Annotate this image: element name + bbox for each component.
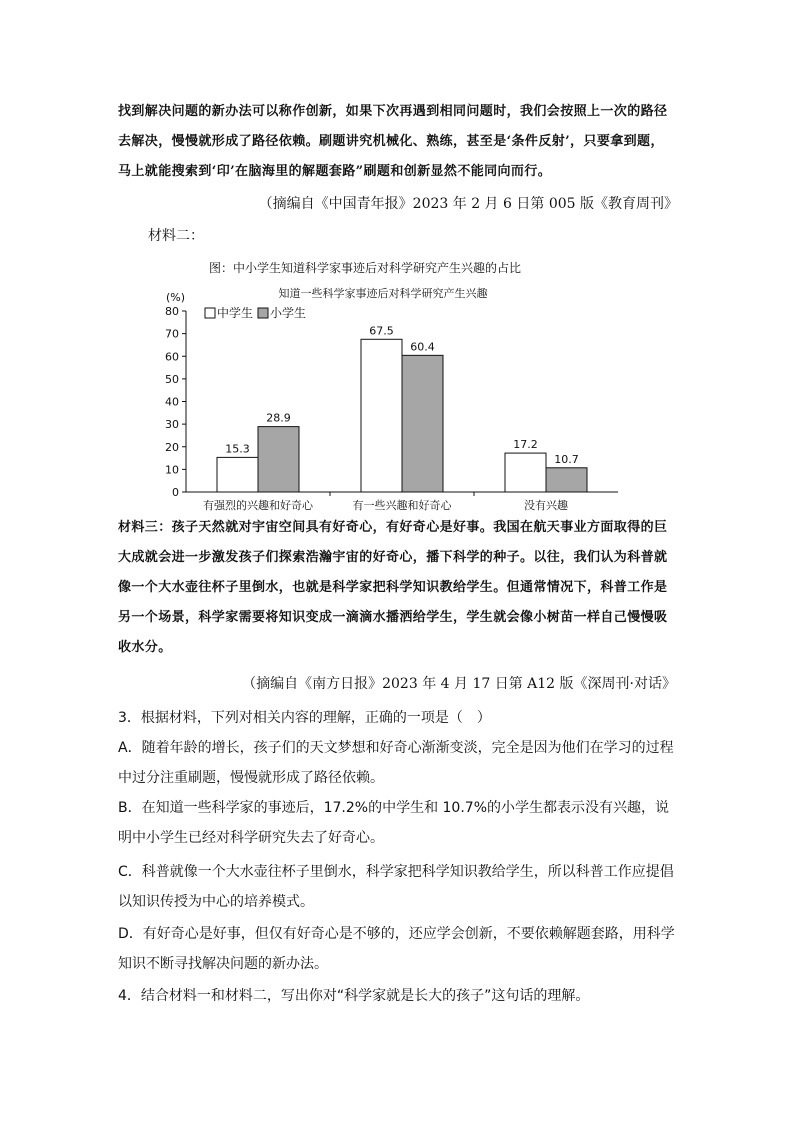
y-tick-label: 60 <box>165 350 179 364</box>
question3-option-d: D．有好奇心是好事，但仅有好奇心是不够的，还应学会创新，不要依赖解题套路，用科学知识不断寻找解决问题的新办法。 <box>118 926 675 972</box>
bar <box>505 453 546 492</box>
bar-value-label: 15.3 <box>225 442 250 456</box>
bar-value-label: 67.5 <box>369 324 394 338</box>
material1-source: （摘编自《中国青年报》2023 年 2 月 6 日第 005 版《教育周刊》 <box>258 196 678 212</box>
question3-option-c: C．科普就像一个大水壶往杯子里倒水，科学家把科学知识教给学生，所以科普工作应提倡以知识传授为中心的培养模式。 <box>118 864 674 910</box>
y-tick-label: 20 <box>165 440 179 454</box>
x-category-label: 有强烈的兴趣和好奇心 <box>203 499 313 512</box>
bar <box>361 339 402 492</box>
question4-stem: 4．结合材料一和材料二，写出你对“科学家就是长大的孩子”这句话的理解。 <box>118 988 590 1004</box>
bar <box>217 457 258 492</box>
y-tick-label: 80 <box>165 305 179 318</box>
y-tick-label: 70 <box>165 327 179 341</box>
bar <box>546 468 587 492</box>
y-tick-label: 50 <box>165 372 179 386</box>
bar <box>402 355 443 492</box>
bar <box>258 427 299 492</box>
y-tick-label: 30 <box>165 418 179 432</box>
chart-legend <box>205 305 306 320</box>
chart-bars <box>217 324 587 492</box>
y-tick-label: 10 <box>165 463 179 477</box>
material3-source: （摘编自《南方日报》2023 年 4 月 17 日第 A12 版《深周刊·对话》 <box>242 676 676 692</box>
question3-option-a: A．随着年龄的增长，孩子们的天文梦想和好奇心渐渐变淡，完全是因为他们在学习的过程中过分注重刷题，慢慢就形成了路径依赖。 <box>118 740 674 786</box>
question3-option-b: B．在知道一些科学家的事迹后，17.2%的中学生和 10.7%的小学生都表示没有兴趣，说明中小学生已经对科学研究失去了好奇心。 <box>118 800 670 846</box>
material3-paragraph: 材料三：孩子天然就对宇宙空间具有好奇心，有好奇心是好事。我国在航天事业方面取得的巨大成就会进一步激发孩子们探索浩瀚宇宙的好奇心，播下科学的种子。以往，我们认为科普就像一个大水壶往杯子里倒水，也就是科学家把科学知识教给学生。但通常情况下，科普工作是另一个场景，科学家需要将知识变成一滴滴水播洒给学生，学生就会像小树苗一样自己慢慢吸收水分。 <box>118 520 668 655</box>
y-tick-label: 40 <box>165 395 179 409</box>
bar-value-label: 28.9 <box>266 411 291 425</box>
legend-label-middle-school: 中学生 <box>217 306 254 320</box>
x-category-label: 有一些兴趣和好奇心 <box>352 499 452 512</box>
chart-title: 图：中小学生知道科学家事迹后对科学研究产生兴趣的占比 <box>208 261 522 275</box>
chart-svg <box>150 256 630 516</box>
material1-paragraph-end: 找到解决问题的新办法可以称作创新，如果下次再遇到相同问题时，我们会按照上一次的路径去解决，慢慢就形成了路径依赖。刷题讲究机械化、熟练，甚至是‘条件反射’，只要拿到题，马上就能搜索到‘印’在脑海里的解题套路”刷题和创新显然不能同向而行。 <box>118 104 668 179</box>
chart-subtitle: 知道一些科学家事迹后对科学研究产生兴趣 <box>278 287 488 300</box>
x-category-label: 没有兴趣 <box>524 499 568 512</box>
bar-value-label: 17.2 <box>513 438 538 452</box>
bar-value-label: 10.7 <box>554 452 579 466</box>
question3-stem: 3．根据材料，下列对相关内容的理解，正确的一项是（ ） <box>118 710 491 726</box>
legend-swatch-primary-school <box>258 308 268 318</box>
legend-label-primary-school: 小学生 <box>270 306 307 320</box>
y-tick-label: 0 <box>172 486 179 499</box>
bar-chart <box>150 256 630 516</box>
y-axis-unit: (%) <box>166 291 186 304</box>
bar-value-label: 60.4 <box>410 340 435 354</box>
material2-label: 材料二： <box>148 228 204 244</box>
legend-swatch-middle-school <box>205 308 215 318</box>
